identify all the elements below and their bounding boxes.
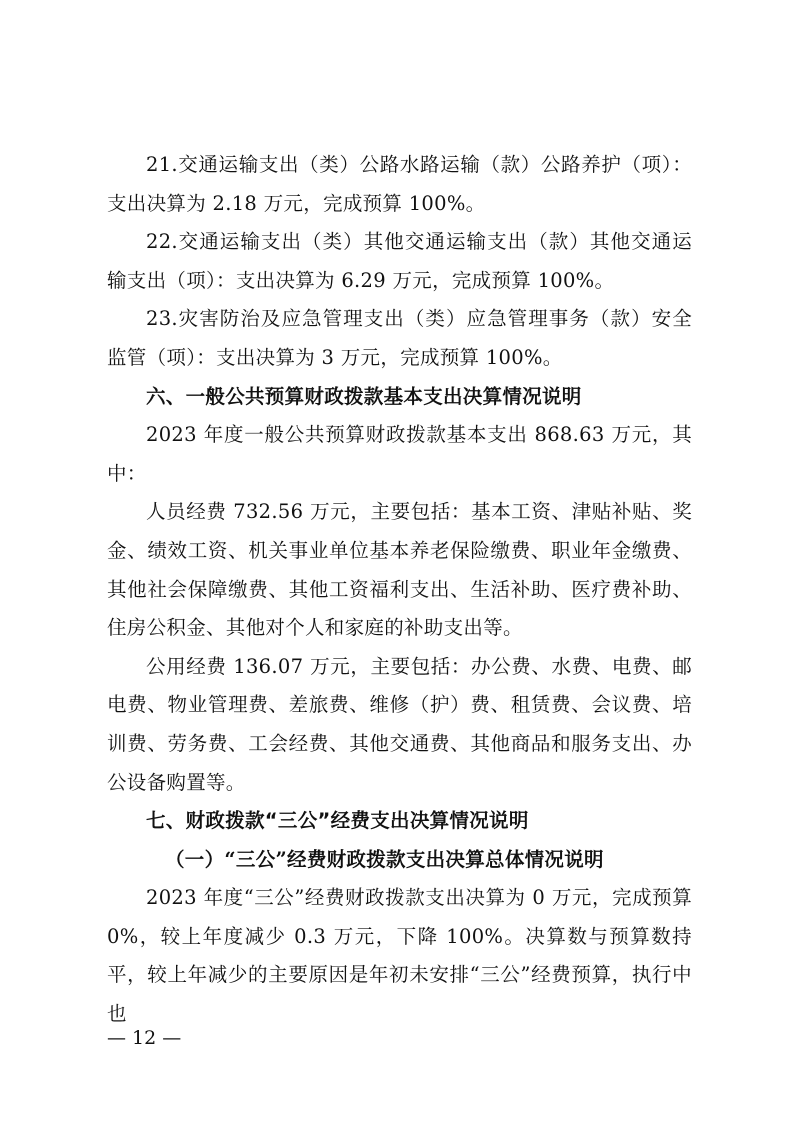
subsection-heading-one: （一）“三公”经费财政拨款支出决算总体情况说明 xyxy=(165,847,604,871)
paragraph-personnel-expenses: 人员经费 732.56 万元，主要包括：基本工资、津贴补贴、奖金、绩效工资、机关事业单位基本养老保险缴费、职业年金缴费、其他社会保障缴费、其他工资福利支出、生活补助、医疗费补助、住房公积金、其他对个人和家庭的补助支出等。 xyxy=(107,500,692,640)
section-heading-seven: 七、财政拨款“三公”经费支出决算情况说明 xyxy=(146,809,529,833)
paragraph-three-public-summary: 2023 年度“三公”经费财政拨款支出决算为 0 万元，完成预算 0%，较上年度减少 0.3 万元，下降 100%。决算数与预算数持平，较上年减少的主要原因是年初未安排“三公”经费预算，执行中也 xyxy=(107,886,692,1026)
section-heading-six: 六、一般公共预算财政拨款基本支出决算情况说明 xyxy=(146,384,582,408)
paragraph-basic-expenditure: 2023 年度一般公共预算财政拨款基本支出 868.63 万元，其中： xyxy=(107,423,692,485)
document-page xyxy=(107,146,692,1034)
paragraph-public-expenses: 公用经费 136.07 万元，主要包括：办公费、水费、电费、邮电费、物业管理费、差旅费、维修（护）费、租赁费、会议费、培训费、劳务费、工会经费、其他交通费、其他商品和服务支出、办公设备购置等。 xyxy=(107,654,692,794)
paragraph-21-road-maintenance: 21.交通运输支出（类）公路水路运输（款）公路养护（项）：支出决算为 2.18 万元，完成预算 100%。 xyxy=(107,153,692,215)
paragraph-22-other-transport: 22.交通运输支出（类）其他交通运输支出（款）其他交通运输支出（项）：支出决算为 6.29 万元，完成预算 100%。 xyxy=(107,230,692,292)
page-number: — 12 — xyxy=(107,1027,182,1049)
paragraph-23-safety-supervision: 23.灾害防治及应急管理支出（类）应急管理事务（款）安全监管（项）：支出决算为 3 万元，完成预算 100%。 xyxy=(107,307,692,369)
